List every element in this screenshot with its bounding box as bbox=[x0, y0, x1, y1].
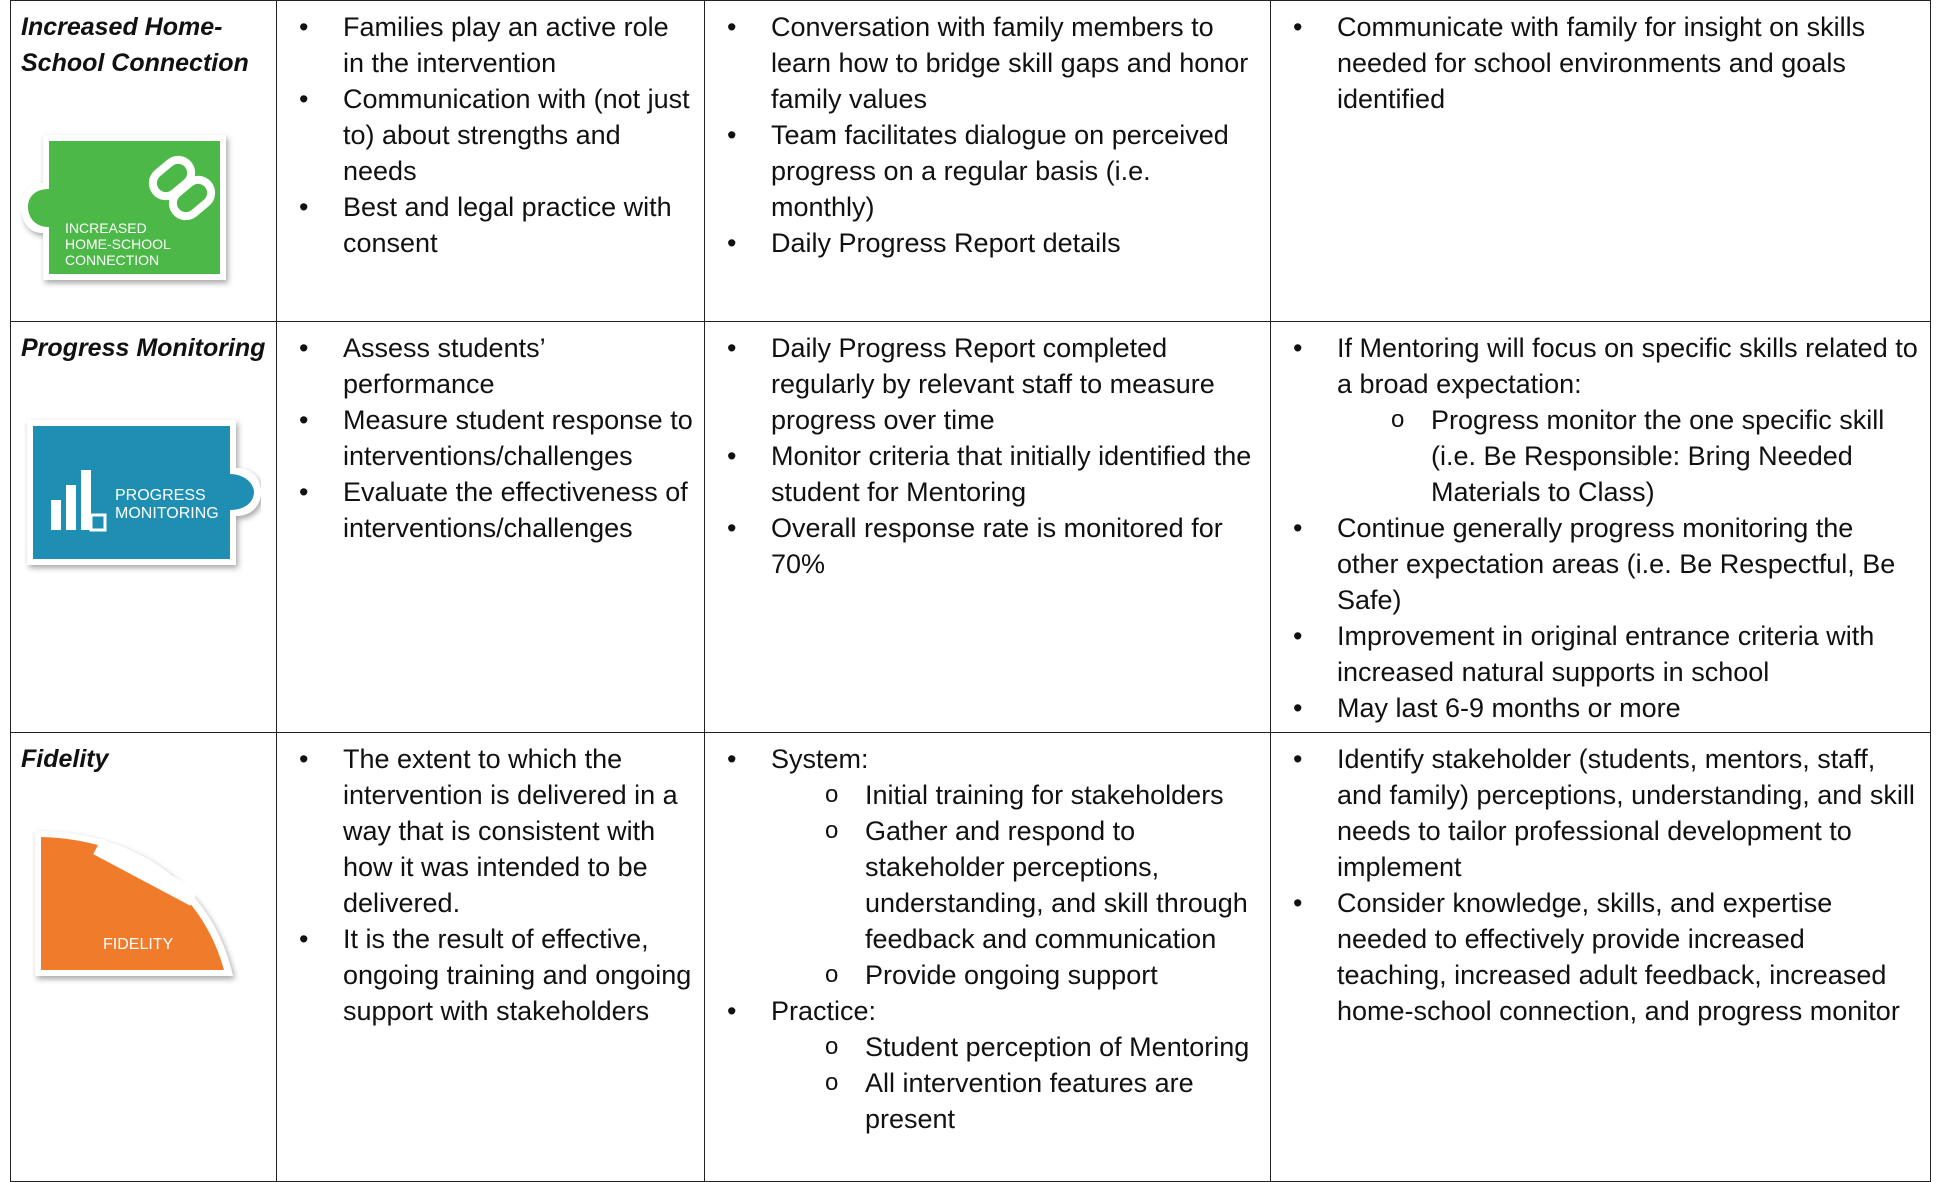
strategy-cell bbox=[1271, 1, 1931, 322]
sub-list-item: o All intervention features are present bbox=[811, 1065, 1260, 1137]
practice-cell bbox=[705, 322, 1271, 733]
list-item: • Assess students’ performance bbox=[287, 330, 694, 402]
list-item: • Daily Progress Report details bbox=[715, 225, 1260, 261]
list-item: • Team facilitates dialogue on perceived progress on a regular basis (i.e. monthly) bbox=[715, 117, 1260, 225]
list-item: • Improvement in original entrance criteria with increased natural supports in school bbox=[1281, 618, 1920, 690]
puzzle-piece-icon bbox=[21, 390, 261, 590]
list-item: • Best and legal practice with consent bbox=[287, 189, 694, 261]
strategy-cell bbox=[1271, 322, 1931, 733]
list-item: • The extent to which the intervention is delivered in a way that is consistent with how it was intended to be delivered. bbox=[287, 741, 694, 921]
list-item: • Communicate with family for insight on skills needed for school environments and goals identified bbox=[1281, 9, 1920, 117]
feature-cell bbox=[11, 322, 277, 733]
badge-text: FIDELITY bbox=[103, 936, 174, 953]
home-school-connection-badge bbox=[21, 105, 241, 305]
list-item-text: Practice: bbox=[771, 996, 877, 1026]
description-cell bbox=[277, 322, 705, 733]
list-item: • It is the result of effective, ongoing training and ongoing support with stakeholders bbox=[287, 921, 694, 1029]
sub-list-item: o Initial training for stakeholders bbox=[811, 777, 1260, 813]
list-item: • Evaluate the effectiveness of interventions/challenges bbox=[287, 474, 694, 546]
badge-text: INCREASED bbox=[65, 220, 147, 236]
strategy-cell bbox=[1271, 733, 1931, 1182]
table-row bbox=[11, 322, 1931, 733]
puzzle-piece-icon bbox=[21, 801, 241, 1001]
badge-text: PROGRESS bbox=[115, 487, 206, 504]
list-item-text: If Mentoring will focus on specific skills related to a broad expectation: bbox=[1337, 333, 1918, 399]
list-item: • Monitor criteria that initially identified the student for Mentoring bbox=[715, 438, 1260, 510]
puzzle-piece-icon bbox=[21, 105, 241, 305]
practice-cell bbox=[705, 733, 1271, 1182]
list-item bbox=[715, 993, 1260, 1137]
list-item: • Communication with (not just to) about strengths and needs bbox=[287, 81, 694, 189]
badge-text: CONNECTION bbox=[65, 252, 160, 268]
list-item: • Identify stakeholder (students, mentors, staff, and family) perceptions, understanding, and skill needs to tailor professional development to implement bbox=[1281, 741, 1920, 885]
description-cell bbox=[277, 1, 705, 322]
list-item: • May last 6-9 months or more bbox=[1281, 690, 1920, 726]
list-item bbox=[1281, 330, 1920, 510]
list-item-text: System: bbox=[771, 744, 869, 774]
feature-title: Increased Home-School Connection bbox=[21, 13, 249, 77]
list-item: • Consider knowledge, skills, and expertise needed to effectively provide increased teaching, increased adult feedback, increased home-school connection, and progress monitor bbox=[1281, 885, 1920, 1029]
list-item: • Conversation with family members to learn how to bridge skill gaps and honor family values bbox=[715, 9, 1260, 117]
badge-text: HOME-SCHOOL bbox=[65, 236, 171, 252]
fidelity-badge bbox=[21, 801, 241, 1001]
table-row bbox=[11, 1, 1931, 322]
sub-list-item: o Provide ongoing support bbox=[811, 957, 1260, 993]
intervention-features-table bbox=[10, 0, 1931, 1182]
list-item: • Daily Progress Report completed regularly by relevant staff to measure progress over time bbox=[715, 330, 1260, 438]
progress-monitoring-badge bbox=[21, 390, 241, 590]
list-item: • Overall response rate is monitored for 70% bbox=[715, 510, 1260, 582]
sub-list-item: o Gather and respond to stakeholder perceptions, understanding, and skill through feedback and communication bbox=[811, 813, 1260, 957]
practice-cell bbox=[705, 1, 1271, 322]
list-item: • Families play an active role in the intervention bbox=[287, 9, 694, 81]
table-row bbox=[11, 733, 1931, 1182]
feature-title: Progress Monitoring bbox=[21, 334, 266, 362]
list-item: • Measure student response to interventions/challenges bbox=[287, 402, 694, 474]
badge-text: MONITORING bbox=[115, 505, 219, 522]
list-item: • Continue generally progress monitoring the other expectation areas (i.e. Be Respectful, Be Safe) bbox=[1281, 510, 1920, 618]
feature-cell bbox=[11, 1, 277, 322]
sub-list-item: o Student perception of Mentoring bbox=[811, 1029, 1260, 1065]
feature-cell bbox=[11, 733, 277, 1182]
description-cell bbox=[277, 733, 705, 1182]
list-item bbox=[715, 741, 1260, 993]
sub-list-item: o Progress monitor the one specific skill (i.e. Be Responsible: Bring Needed Materials to Class) bbox=[1377, 402, 1920, 510]
feature-title: Fidelity bbox=[21, 745, 109, 773]
